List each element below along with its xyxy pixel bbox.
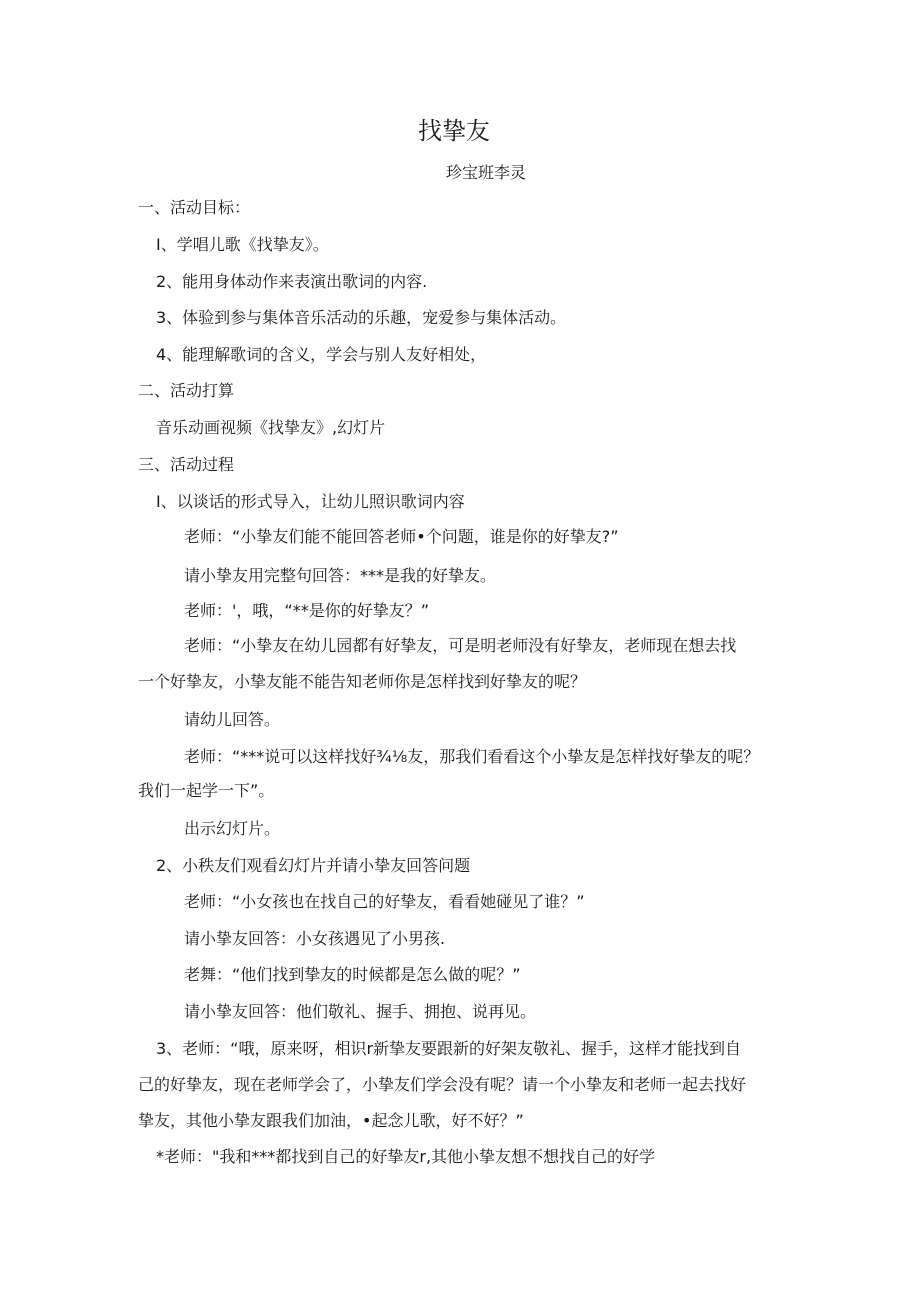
section-heading: 三、活动过程 — [138, 455, 235, 474]
paragraph: 音乐动画视频《找挚友》,幻灯片 — [156, 418, 386, 437]
paragraph: 请小挚友回答：小女孩遇见了小男孩. — [184, 929, 446, 948]
paragraph: 出示幻灯片。 — [184, 819, 281, 838]
paragraph: 请小挚友回答：他们敬礼、握手、拥抱、说再见。 — [184, 1002, 537, 1021]
paragraph: I、以谈话的形式导入，让幼儿照识歌词内容 — [156, 492, 465, 511]
document-author: 珍宝班李灵 — [446, 163, 527, 182]
paragraph: 2、小秩友们观看幻灯片并请小挚友回答问题 — [156, 856, 471, 875]
section-heading: 一、活动目标： — [138, 198, 251, 217]
paragraph: 老师：“小挚友们能不能回答老师•个问题，谁是你的好挚友?” — [184, 527, 619, 546]
paragraph: 老师：“***说可以这样找好¾⅛友，那我们看看这个小挚友是怎样找好挚友的呢？ — [184, 747, 760, 766]
paragraph: 请幼儿回答。 — [184, 710, 281, 729]
paragraph: 我们一起学一下”。 — [138, 781, 275, 800]
paragraph: *老师："我和***都找到自己的好挚友r,其他小挚友想不想找自己的好学 — [156, 1147, 656, 1166]
paragraph: 己的好挚友，现在老师学会了，小挚友们学会没有呢？请一个小挚友和老师一起去找好 — [138, 1075, 747, 1094]
paragraph: 请小挚友用完整句回答：***是我的好挚友。 — [184, 566, 497, 585]
paragraph: 老师：“小挚友在幼儿园都有好挚友，可是明老师没有好挚友，老师现在想去找 — [184, 636, 737, 655]
paragraph: 老师：“小女孩也在找自己的好挚友，看看她碰见了谁？” — [184, 892, 585, 911]
section-heading: 二、活动打算 — [138, 381, 235, 400]
document-title: 找挚友 — [418, 117, 490, 145]
paragraph: I、学唱儿歌《找挚友》。 — [156, 235, 329, 254]
paragraph: 一个好挚友，小挚友能不能告知老师你是怎样找到好挚友的呢？ — [138, 672, 587, 691]
paragraph: 老舞：“他们找到挚友的时候都是怎么做的呢？” — [184, 965, 521, 984]
paragraph: 2、能用身体动作来表演出歌词的内容. — [156, 272, 428, 291]
paragraph: 4、能理解歌词的含义，学会与别人友好相处， — [156, 345, 487, 364]
paragraph: 3、老师：“哦，原来呀，相识r新挚友要跟新的好架友敬礼、握手，这样才能找到自 — [156, 1039, 742, 1058]
paragraph: 3、体验到参与集体音乐活动的乐趣，宠爱参与集体活动。 — [156, 308, 567, 327]
paragraph: 挚友，其他小挚友跟我们加油，•起念儿歌，好不好？” — [138, 1111, 524, 1130]
paragraph: 老师：'，哦，“**是你的好挚友？” — [184, 601, 429, 620]
